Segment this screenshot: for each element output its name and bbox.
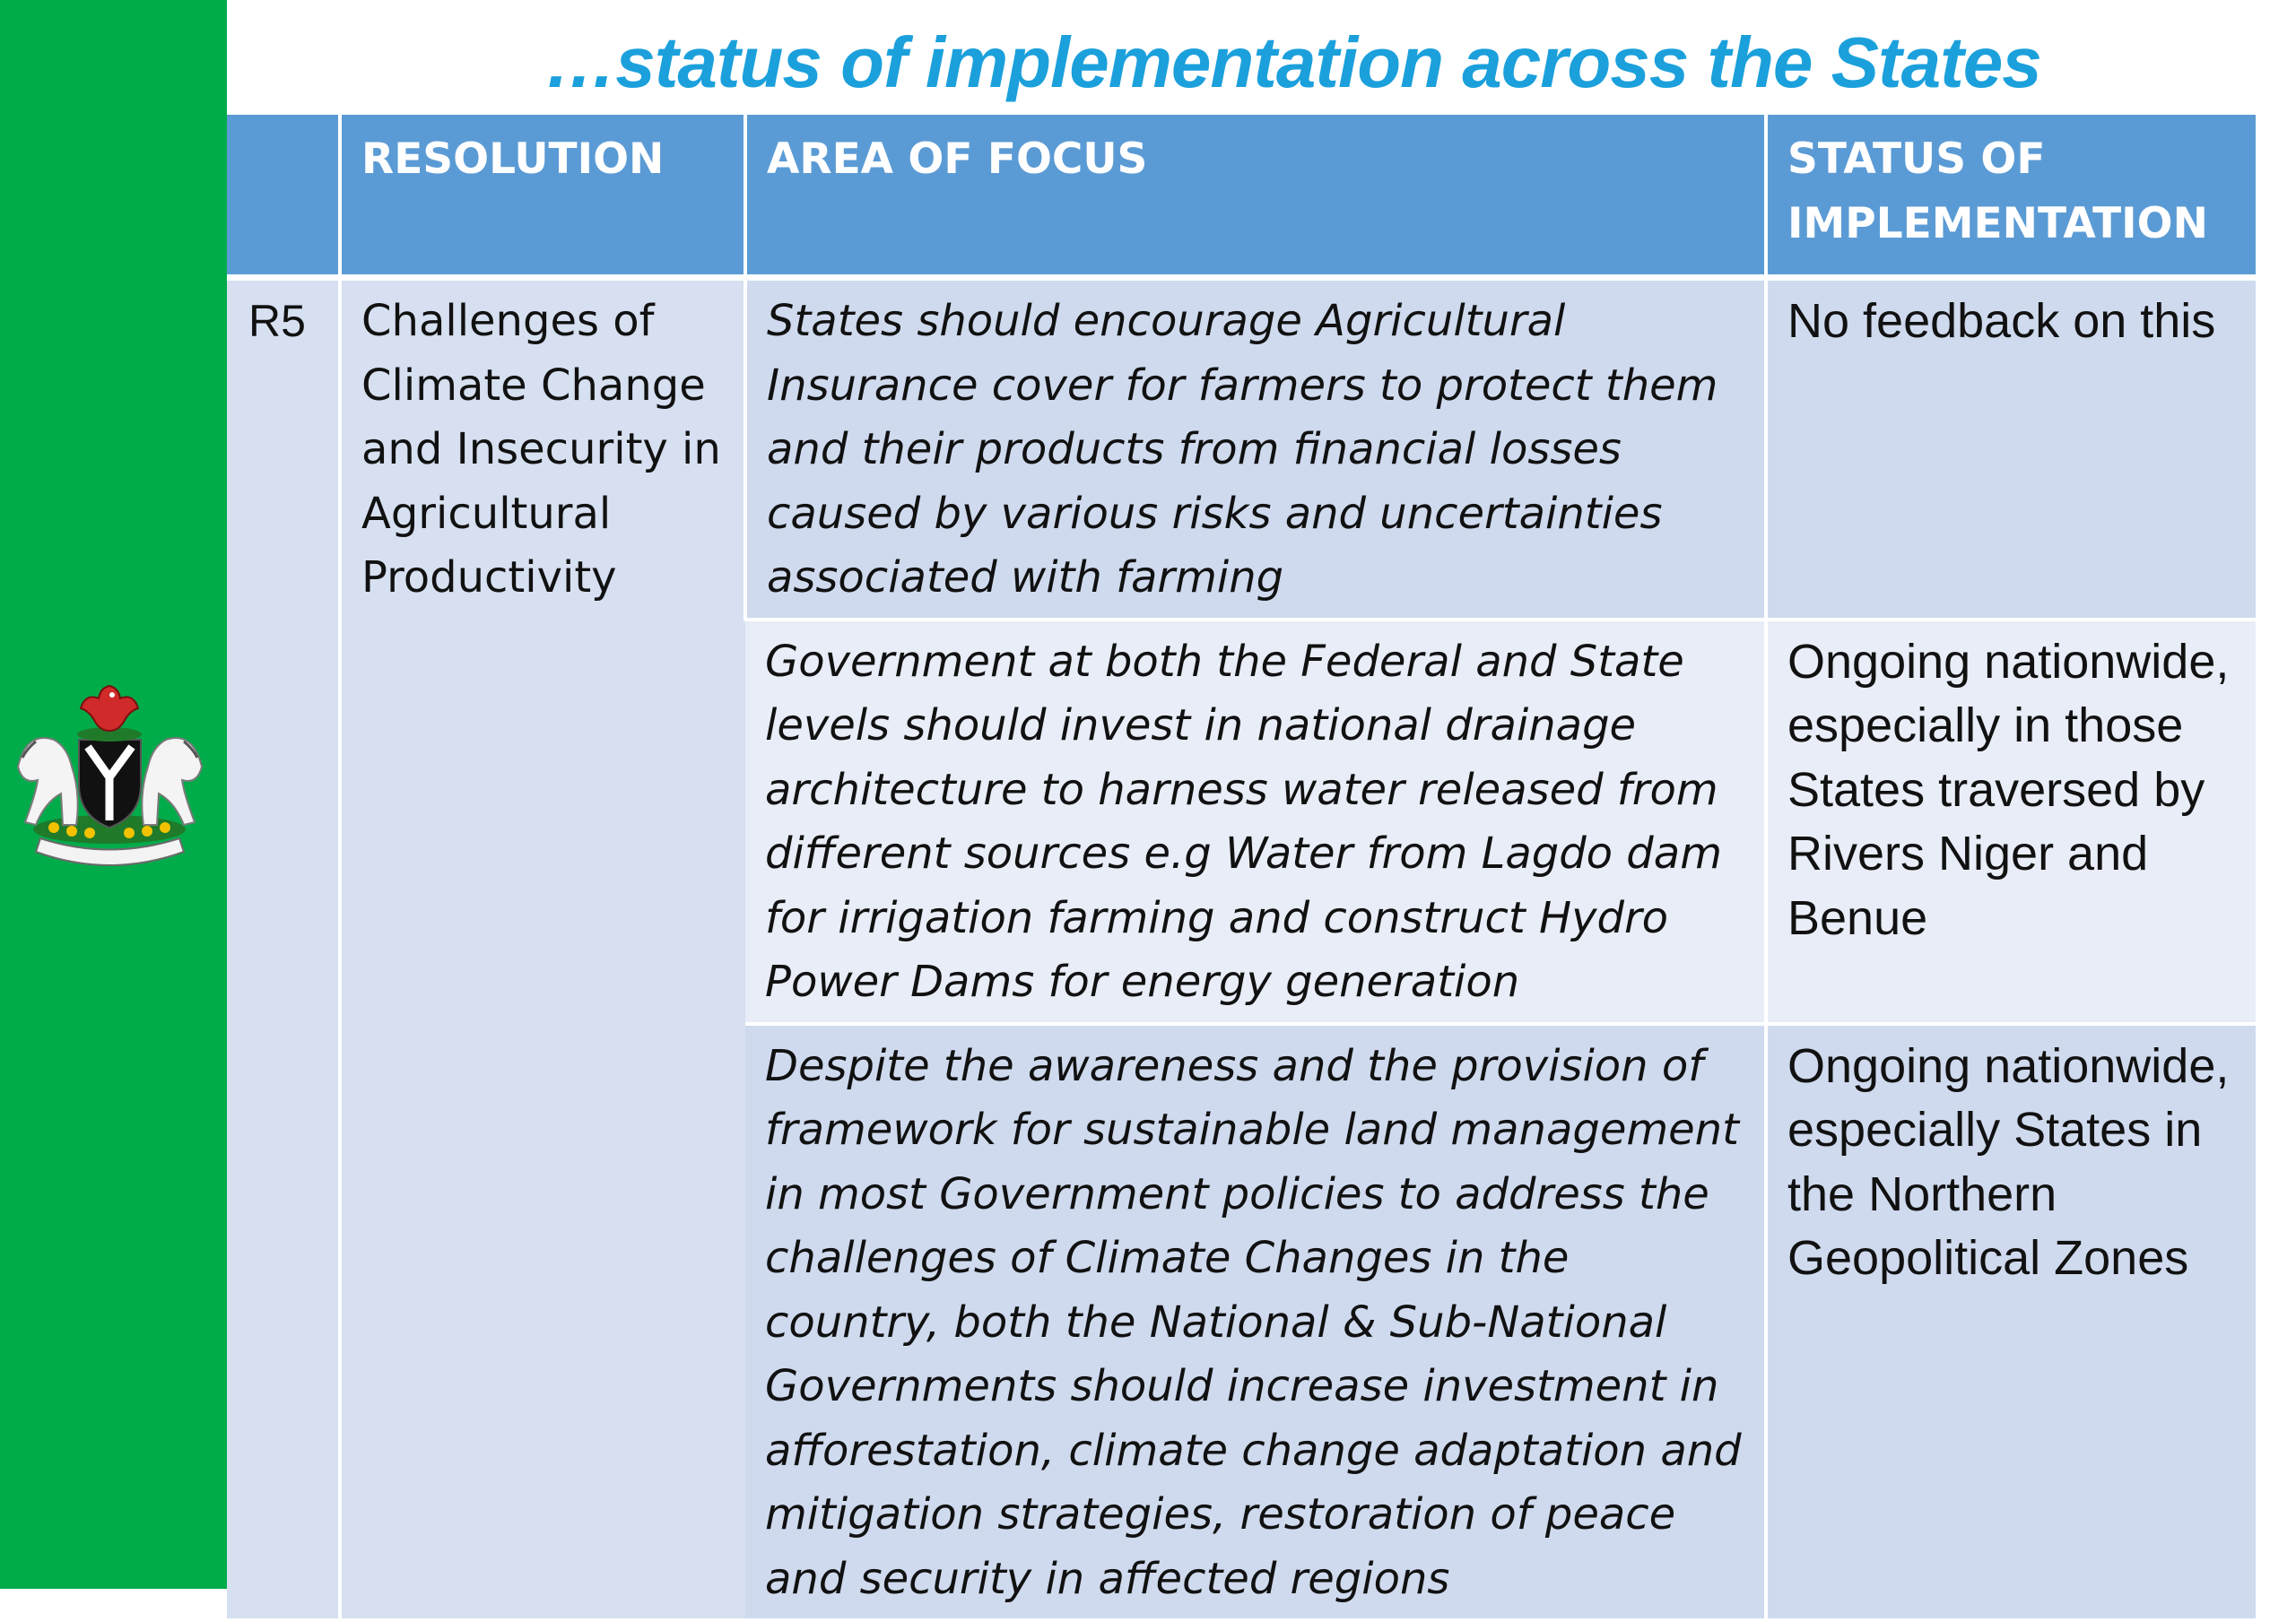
area-of-focus-cell: States should encourage Agricultural Insurance cover for farmers to protect them and their products from financial losses caused by various risks and uncertainties associated with farming [745, 278, 1766, 620]
header-id [227, 115, 340, 278]
resolution-id: R5 [227, 278, 340, 1621]
area-of-focus-cell: Government at both the Federal and State levels should invest in national drainage architecture to harness water released from different sources e.g Water from Lagdo dam for irrigation farming and construct Hydro Power Dams for energy generation [745, 620, 1766, 1024]
status-cell: Ongoing nationwide, especially States in the Northern Geopolitical Zones [1766, 1024, 2256, 1621]
header-area-of-focus: AREA OF FOCUS [745, 115, 1766, 278]
area-of-focus-cell: Despite the awareness and the provision of framework for sustainable land management in most Government policies to address the challenges of Climate Changes in the country, both the National & Sub-National Governments should increase investment in afforestation, climate change adaptation and mitigation strategies, restoration of peace and security in affected regions [745, 1024, 1766, 1621]
status-cell: No feedback on this [1766, 278, 2256, 620]
coat-of-arms-icon [0, 668, 220, 874]
header-status: STATUS OF IMPLEMENTATION [1766, 115, 2256, 278]
table-header-row [227, 115, 2256, 278]
implementation-table [227, 115, 2256, 1622]
page-title: …status of implementation across the States [544, 22, 2041, 102]
header-resolution: RESOLUTION [340, 115, 745, 278]
status-cell: Ongoing nationwide, especially in those States traversed by Rivers Niger and Benue [1766, 620, 2256, 1024]
resolution-text: Challenges of Climate Change and Insecurity in Agricultural Productivity [340, 278, 745, 1621]
table-row [227, 278, 2256, 620]
